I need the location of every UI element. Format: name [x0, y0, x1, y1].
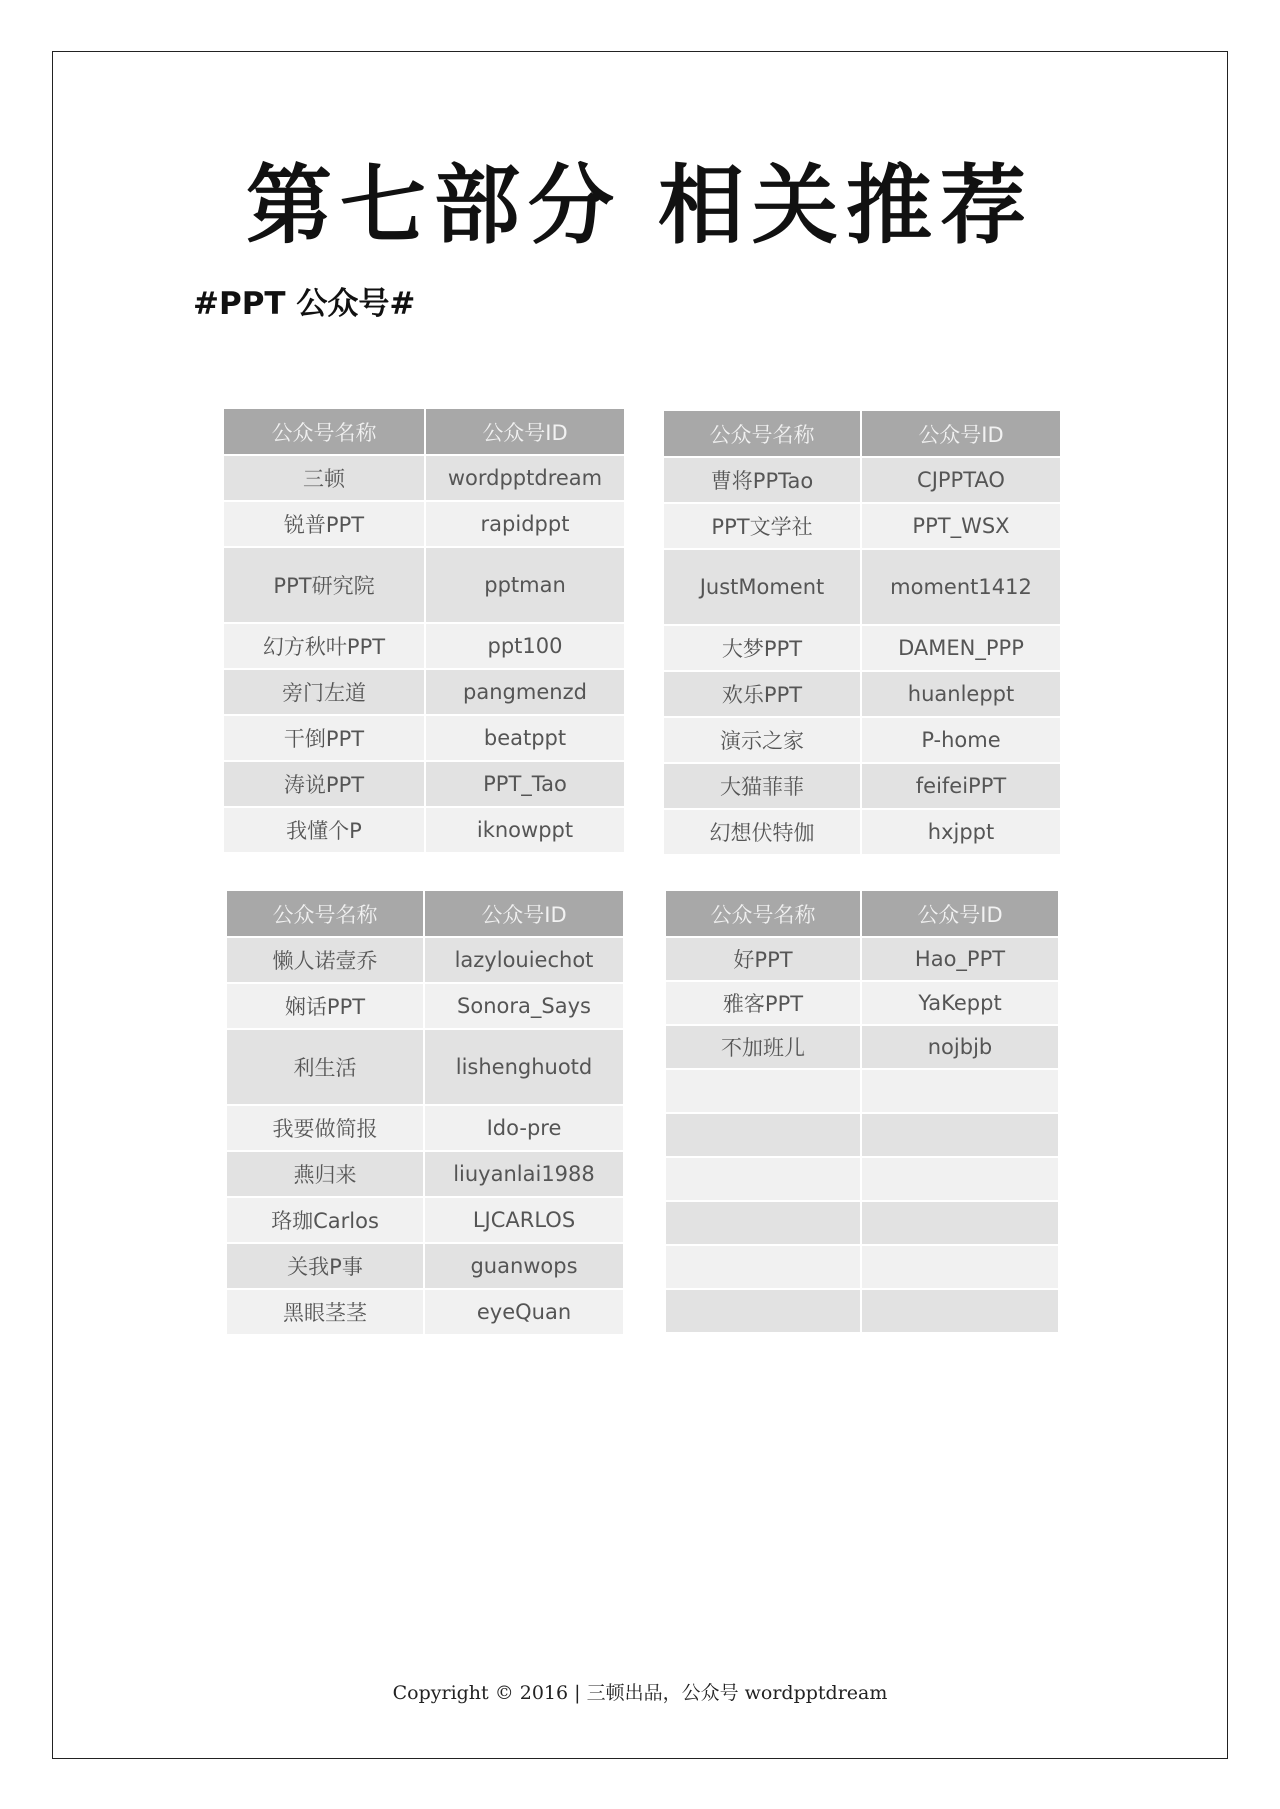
cell-account-name: 珞珈Carlos — [227, 1198, 425, 1244]
cell-account-name: 雅客PPT — [666, 982, 862, 1026]
cell-account-id — [862, 1202, 1058, 1246]
account-table-4 — [666, 891, 1058, 1334]
table-row — [664, 718, 1060, 764]
cell-account-id: eyeQuan — [425, 1290, 623, 1336]
title-name: 相关推荐 — [658, 156, 1034, 256]
cell-account-id — [862, 1158, 1058, 1202]
cell-account-name: 我懂个P — [224, 808, 426, 854]
cell-account-id: moment1412 — [862, 550, 1060, 626]
table-row — [227, 938, 623, 984]
table-row — [227, 1106, 623, 1152]
cell-account-name: 燕归来 — [227, 1152, 425, 1198]
table-row — [227, 1152, 623, 1198]
cell-account-id — [862, 1114, 1058, 1158]
cell-account-id: beatppt — [426, 716, 624, 762]
header-account-name: 公众号名称 — [224, 409, 426, 456]
cell-account-name: 我要做简报 — [227, 1106, 425, 1152]
cell-account-name: 关我P事 — [227, 1244, 425, 1290]
cell-account-name: 利生活 — [227, 1030, 425, 1106]
page-title — [0, 136, 1280, 260]
cell-account-name: 欢乐PPT — [664, 672, 862, 718]
cell-account-name: 旁门左道 — [224, 670, 426, 716]
header-account-id: 公众号ID — [426, 409, 624, 456]
header-account-id: 公众号ID — [862, 411, 1060, 458]
title-part: 第七部分 — [246, 156, 622, 256]
cell-account-name: 大梦PPT — [664, 626, 862, 672]
cell-account-id: guanwops — [425, 1244, 623, 1290]
cell-account-id: P-home — [862, 718, 1060, 764]
cell-account-id: lazylouiechot — [425, 938, 623, 984]
cell-account-id: DAMEN_PPP — [862, 626, 1060, 672]
table-row — [666, 1070, 1058, 1114]
table-row — [224, 456, 624, 502]
cell-account-name: 懒人诺壹乔 — [227, 938, 425, 984]
table-row — [664, 504, 1060, 550]
copyright-footer: Copyright © 2016 | 三顿出品，公众号 wordpptdream — [392, 1682, 888, 1704]
cell-account-name: 涛说PPT — [224, 762, 426, 808]
table-row — [666, 1290, 1058, 1334]
cell-account-id: ppt100 — [426, 624, 624, 670]
cell-account-name: 锐普PPT — [224, 502, 426, 548]
cell-account-id — [862, 1290, 1058, 1334]
section-subtitle: #PPT 公众号# — [193, 286, 416, 322]
cell-account-name: 大猫菲菲 — [664, 764, 862, 810]
cell-account-id: hxjppt — [862, 810, 1060, 856]
table-row — [666, 1246, 1058, 1290]
header-account-id: 公众号ID — [862, 891, 1058, 938]
cell-account-id: wordpptdream — [426, 456, 624, 502]
cell-account-id: iknowppt — [426, 808, 624, 854]
cell-account-name: 曹将PPTao — [664, 458, 862, 504]
table-row — [227, 1244, 623, 1290]
cell-account-name: 三顿 — [224, 456, 426, 502]
table-row — [224, 808, 624, 854]
cell-account-id: LJCARLOS — [425, 1198, 623, 1244]
cell-account-name: 演示之家 — [664, 718, 862, 764]
cell-account-name: 幻想伏特伽 — [664, 810, 862, 856]
cell-account-name — [666, 1070, 862, 1114]
cell-account-id: PPT_Tao — [426, 762, 624, 808]
table-row — [227, 1030, 623, 1106]
cell-account-name: 干倒PPT — [224, 716, 426, 762]
header-account-name: 公众号名称 — [227, 891, 425, 938]
cell-account-id: feifeiPPT — [862, 764, 1060, 810]
cell-account-name: 幻方秋叶PPT — [224, 624, 426, 670]
table-row — [664, 550, 1060, 626]
cell-account-id: CJPPTAO — [862, 458, 1060, 504]
cell-account-name: JustMoment — [664, 550, 862, 626]
cell-account-id: Sonora_Says — [425, 984, 623, 1030]
table-row — [666, 982, 1058, 1026]
cell-account-id: rapidppt — [426, 502, 624, 548]
table-row — [224, 548, 624, 624]
cell-account-id: nojbjb — [862, 1026, 1058, 1070]
account-table-3 — [227, 891, 623, 1336]
cell-account-name — [666, 1202, 862, 1246]
cell-account-id — [862, 1246, 1058, 1290]
cell-account-name: PPT研究院 — [224, 548, 426, 624]
table-row — [227, 984, 623, 1030]
cell-account-id: pptman — [426, 548, 624, 624]
cell-account-id — [862, 1070, 1058, 1114]
cell-account-id: Hao_PPT — [862, 938, 1058, 982]
account-table-1 — [224, 409, 624, 854]
table-row — [227, 1290, 623, 1336]
header-account-name: 公众号名称 — [664, 411, 862, 458]
header-account-name: 公众号名称 — [666, 891, 862, 938]
table-row — [664, 626, 1060, 672]
cell-account-name — [666, 1290, 862, 1334]
table-row — [224, 670, 624, 716]
cell-account-id: YaKeppt — [862, 982, 1058, 1026]
cell-account-id: Ido-pre — [425, 1106, 623, 1152]
cell-account-name — [666, 1114, 862, 1158]
table-row — [224, 762, 624, 808]
cell-account-name: 黑眼茎茎 — [227, 1290, 425, 1336]
table-row — [666, 938, 1058, 982]
table-row — [666, 1026, 1058, 1070]
table-row — [666, 1202, 1058, 1246]
header-account-id: 公众号ID — [425, 891, 623, 938]
table-row — [224, 716, 624, 762]
cell-account-id: lishenghuotd — [425, 1030, 623, 1106]
cell-account-name: 娴话PPT — [227, 984, 425, 1030]
cell-account-id: PPT_WSX — [862, 504, 1060, 550]
cell-account-id: huanleppt — [862, 672, 1060, 718]
cell-account-name: PPT文学社 — [664, 504, 862, 550]
table-row — [664, 810, 1060, 856]
table-row — [664, 672, 1060, 718]
cell-account-name: 不加班儿 — [666, 1026, 862, 1070]
cell-account-name — [666, 1158, 862, 1202]
account-table-2 — [664, 411, 1060, 856]
cell-account-name: 好PPT — [666, 938, 862, 982]
table-row — [666, 1114, 1058, 1158]
table-row — [224, 624, 624, 670]
cell-account-name — [666, 1246, 862, 1290]
table-row — [666, 1158, 1058, 1202]
cell-account-id: liuyanlai1988 — [425, 1152, 623, 1198]
table-row — [664, 458, 1060, 504]
table-row — [227, 1198, 623, 1244]
table-row — [224, 502, 624, 548]
table-row — [664, 764, 1060, 810]
cell-account-id: pangmenzd — [426, 670, 624, 716]
